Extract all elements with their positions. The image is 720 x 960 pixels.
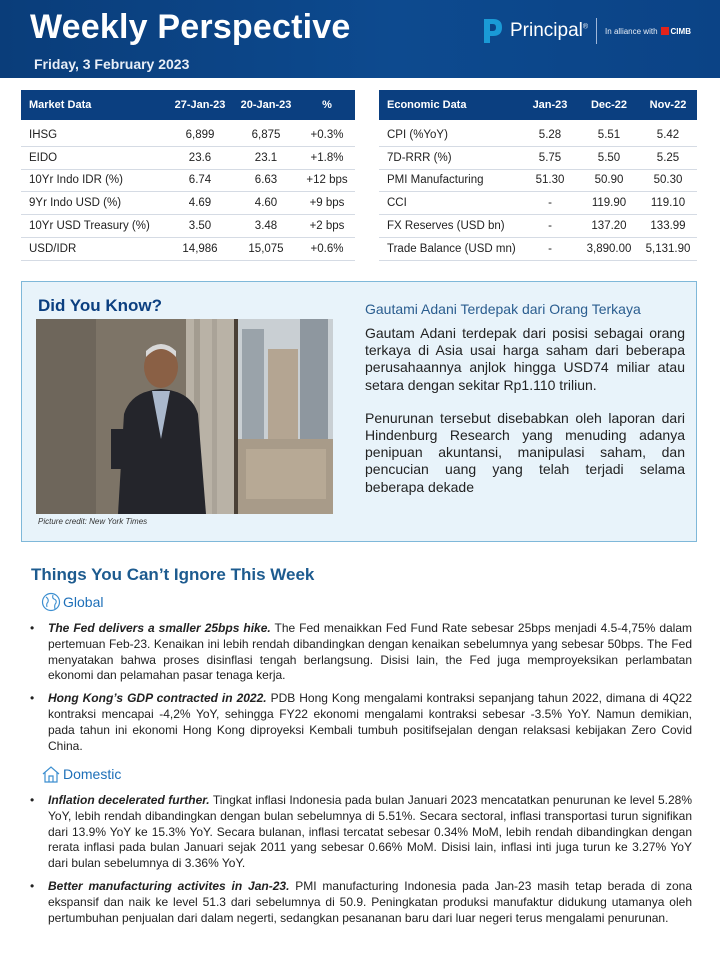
list-item: • Hong Kong’s GDP contracted in 2022. PDB Hong Kong mengalami kontraksi sepanjang tahun 2022, dimana di 4Q22 kontraksi mencapai -4,2% YoY, sehingga FY22 ekonomi mengalami kontraksi sebesar -3.5% YoY. Namun demikian, pada tahun ini ekonomi Hong Kong diproyeksi Kembali tumbuh positifsejalan dengan relaksasi kebijakan Zero Covid China. xyxy=(30,691,693,753)
market-table-header: Market Data 27-Jan-23 20-Jan-23 % xyxy=(21,90,355,120)
page-title: Weekly Perspective xyxy=(30,8,351,46)
table-row: CPI (%YoY) 5.28 5.51 5.42 xyxy=(379,124,697,147)
house-icon xyxy=(41,764,61,784)
table-row: PMI Manufacturing 51.30 50.90 50.30 xyxy=(379,170,697,193)
cimb-logo-icon xyxy=(661,27,669,35)
header-banner xyxy=(0,0,720,78)
list-item: • The Fed delivers a smaller 25bps hike. The Fed menaikkan Fed Fund Rate sebesar 25bps menjadi 4.5-4,75% dalam pertemuan Feb-23. Kenaikan ini lebih rendah dibandingkan dengan kenaikan sebelumnya yang sebesar 50bps. The Fed menyatakan bahwa proses disinflasi tengah berlangsung. Disisi lain, the Fed juga memproyeksikan perlambatan ekonomi dan pelamahan pasar tenaga kerja. xyxy=(30,621,693,683)
logo-divider xyxy=(596,18,597,44)
domestic-subheading: Domestic xyxy=(41,764,121,784)
picture-credit: Picture credit: New York Times xyxy=(38,517,148,526)
globe-icon xyxy=(41,592,61,612)
global-subheading: Global xyxy=(41,592,103,612)
alliance-text: In alliance with CIMB xyxy=(605,26,691,36)
principal-logo-icon xyxy=(480,16,504,46)
news-photo xyxy=(36,319,333,514)
logo-name: Principal® xyxy=(510,20,589,41)
economic-table-header: Economic Data Jan-23 Dec-22 Nov-22 xyxy=(379,90,697,120)
table-row: IHSG 6,899 6,875 +0.3% xyxy=(21,124,355,147)
did-you-know-title: Did You Know? xyxy=(38,296,163,315)
table-row: EIDO 23.6 23.1 +1.8% xyxy=(21,147,355,170)
did-you-know-body xyxy=(365,325,685,496)
did-you-know-headline: Gautami Adani Terdepak dari Orang Terkaya xyxy=(365,301,641,317)
issue-date: Friday, 3 February 2023 xyxy=(34,56,190,72)
did-you-know-box xyxy=(21,281,697,542)
table-row: 9Yr Indo USD (%) 4.69 4.60 +9 bps xyxy=(21,192,355,215)
table-row: CCI - 119.90 119.10 xyxy=(379,192,697,215)
list-item: • Inflation decelerated further. Tingkat inflasi Indonesia pada bulan Januari 2023 mencatatkan penurunan ke level 5.28% YoY, lebih rendah dibandingkan dengan bulan sebelumnya di 5.51%. Secara sectoral, inflasi transportasi turun signifikan dari 13.9% YoY ke 15.3% YoY. Secara bulanan, inflasi tercatat sebesar 0.34% MoM, lebih rendah dibandingkan dengan rerata inflasi pada bulan Januari sejak 2011 yang sebesar 0.66% MoM. Disisi lain, inflasi inti juga turun ke 3.27% YoY dari bulan sebelumnya di 3.36% YoY. xyxy=(30,793,692,871)
domestic-bullets xyxy=(30,793,692,926)
table-row: FX Reserves (USD bn) - 137.20 133.99 xyxy=(379,215,697,238)
things-section-title: Things You Can’t Ignore This Week xyxy=(31,565,315,584)
market-data-table xyxy=(21,90,355,261)
economic-data-table xyxy=(379,90,697,261)
list-item: • Better manufacturing activites in Jan-23. PMI manufacturing Indonesia pada Jan-23 masih tetap berada di zona ekspansif dan naik ke level 51.3 dari sebelumnya di 50.9. Peningkatan produksi manufaktur didukung utamanya oleh pertumbuhan penjualan dari dalam negerti, sedangkan pesananan baru dari luar negeri terus mengalami penurunan. xyxy=(30,878,692,925)
global-bullets xyxy=(30,621,692,754)
table-row: Trade Balance (USD mn) - 3,890.00 5,131.90 xyxy=(379,238,697,261)
table-row: 10Yr Indo IDR (%) 6.74 6.63 +12 bps xyxy=(21,170,355,193)
table-row: 10Yr USD Treasury (%) 3.50 3.48 +2 bps xyxy=(21,215,355,238)
principal-logo xyxy=(480,16,691,46)
table-row: 7D-RRR (%) 5.75 5.50 5.25 xyxy=(379,147,697,170)
did-you-know-paragraph-2: Penurunan tersebut disebabkan oleh laporan dari Hindenburg Research yang menuding adanya penipuan akuntansi, manipulasi saham, dan pencucian uang yang telah terjadi selama beberapa dekade xyxy=(365,409,685,495)
did-you-know-paragraph-1: Gautam Adani terdepak dari posisi sebagai orang terkaya di Asia usai harga saham dari beberapa perusahaannya anjlok hingga USD74 miliar atau setara dengan sekitar Rp1.110 triliun. xyxy=(365,325,685,393)
table-row: USD/IDR 14,986 15,075 +0.6% xyxy=(21,238,355,261)
